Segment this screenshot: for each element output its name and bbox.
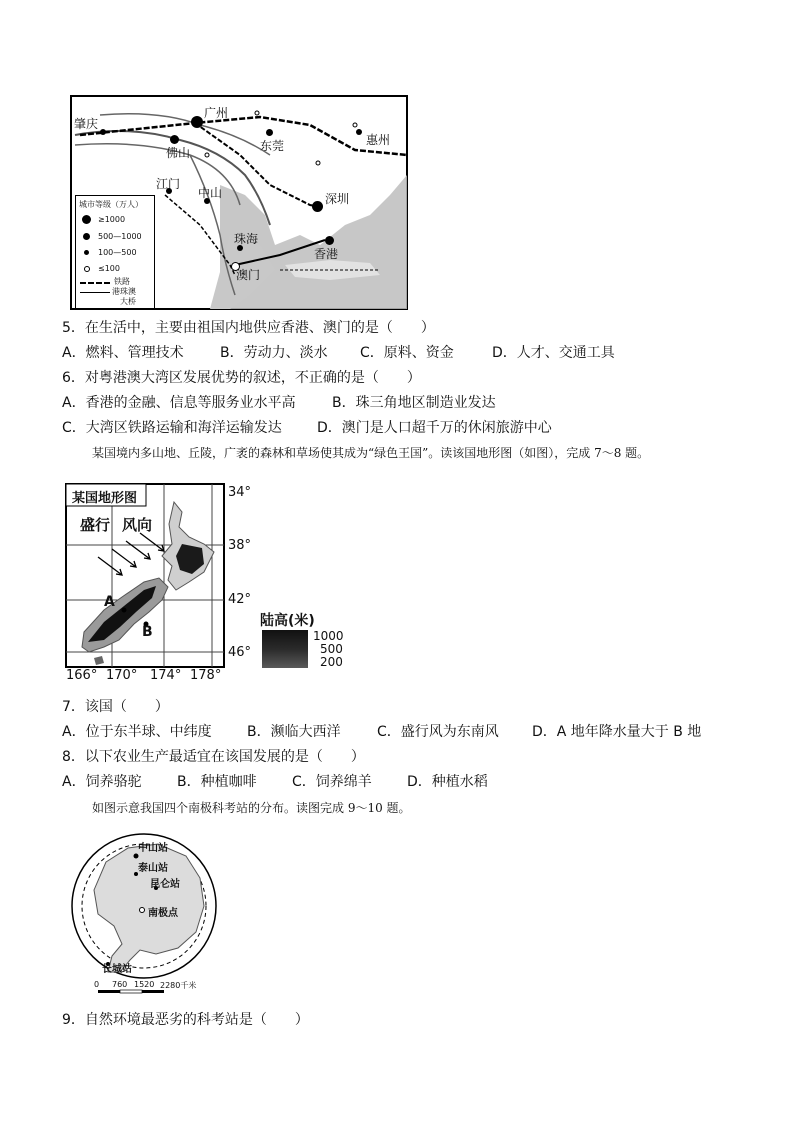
q6-option-a[interactable]: A．香港的金融、信息等服务业水平高: [62, 395, 296, 411]
wind-label-2: 风向: [122, 516, 153, 534]
legend-item-3: 100—500: [98, 248, 137, 257]
q7-option-c[interactable]: C．盛行风为东南风: [377, 724, 499, 740]
q7-option-b[interactable]: B．濒临大西洋: [247, 724, 341, 740]
lat-label-34: 34°: [228, 485, 252, 500]
legend-bridge-label-2: 大桥: [120, 297, 136, 306]
city-guangzhou-marker: [191, 116, 203, 128]
lon-label-170: 170°: [106, 668, 138, 683]
q5-option-b[interactable]: B．劳动力、淡水: [220, 345, 328, 361]
elevation-value-500: 500: [320, 642, 343, 656]
elevation-value-1000: 1000: [313, 629, 344, 643]
legend-symbol-small: [84, 250, 89, 255]
q6-option-b[interactable]: B．珠三角地区制造业发达: [332, 395, 496, 411]
legend-symbol-large: [82, 215, 91, 224]
lon-label-166: 166°: [66, 668, 98, 683]
q7-options: [62, 722, 762, 742]
lon-label-174: 174°: [150, 668, 182, 683]
city-huizhou-marker: [356, 129, 362, 135]
station-changcheng: 长城站: [102, 964, 132, 975]
legend-rail-label: 铁路: [114, 277, 130, 286]
city-dongguan-marker: [266, 129, 273, 136]
station-taishan: 泰山站: [138, 863, 168, 874]
legend-item-1: ≥1000: [98, 215, 126, 224]
q5-options: [62, 343, 762, 363]
point-a-label: A: [104, 594, 115, 610]
legend-title: 城市等级（万人）: [79, 200, 143, 209]
q8-option-d[interactable]: D．种植水稻: [407, 774, 488, 790]
intro-7-8: 某国境内多山地、丘陵，广袤的森林和草场使其成为“绿色王国”。读该国地形图（如图），完成 7～8 题。: [92, 446, 650, 460]
legend-item-2: 500—1000: [98, 232, 142, 241]
q9-stem: 9．自然环境最恶劣的科考站是（ ）: [62, 1012, 309, 1028]
terrain-map-title: 某国地形图: [72, 491, 138, 506]
legend-symbol-medium: [83, 233, 90, 240]
pearl-river-delta-map: [70, 95, 408, 310]
q5-option-c[interactable]: C．原料、资金: [360, 345, 454, 361]
city-label-huizhou: 惠州: [366, 133, 391, 147]
lat-label-38: 38°: [228, 538, 252, 553]
elevation-value-200: 200: [320, 655, 343, 669]
city-label-dongguan: 东莞: [260, 139, 285, 153]
city-label-shenzhen: 深圳: [325, 192, 350, 206]
south-pole-label: 南极点: [148, 908, 178, 919]
q7-option-d[interactable]: D．A 地年降水量大于 B 地: [532, 724, 702, 740]
city-label-zhongshan: 中山: [198, 186, 223, 200]
city-label-zhaoqing: 肇庆: [74, 117, 99, 131]
q8-option-b[interactable]: B．种植咖啡: [177, 774, 257, 790]
lat-label-42: 42°: [228, 592, 252, 607]
q8-option-a[interactable]: A．饲养骆驼: [62, 774, 142, 790]
city-label-foshan: 佛山: [166, 146, 191, 160]
wind-label-1: 盛行: [80, 516, 111, 534]
city-label-jiangmen: 江门: [156, 177, 181, 191]
intro-9-10: 如图示意我国四个南极科考站的分布。读图完成 9～10 题。: [92, 801, 411, 815]
q6-options-row2: [62, 418, 762, 438]
scale-label-0: 0: [94, 980, 100, 989]
city-label-hongkong: 香港: [314, 247, 339, 261]
q8-stem: 8．以下农业生产最适宜在该国发展的是（ ）: [62, 749, 365, 765]
legend-rail-symbol: [80, 282, 110, 284]
station-zhongshan: 中山站: [138, 843, 168, 854]
city-zhaoqing-marker: [100, 129, 106, 135]
city-label-zhuhai: 珠海: [234, 232, 259, 246]
q7-stem: 7．该国（ ）: [62, 699, 169, 715]
q8-options: [62, 772, 762, 792]
legend-item-4: ≤100: [98, 264, 120, 273]
legend-symbol-tiny: [84, 266, 90, 272]
city-hongkong-marker: [325, 236, 334, 245]
q6-options-row1: [62, 393, 762, 413]
scale-label-1520: 1520: [134, 980, 155, 989]
city-shenzhen-marker: [312, 201, 323, 212]
map1-legend: [75, 195, 155, 309]
city-label-macau: 澳门: [236, 268, 261, 282]
q6-stem: 6．对粤港澳大湾区发展优势的叙述，不正确的是（ ）: [62, 370, 421, 386]
q8-option-c[interactable]: C．饲养绵羊: [292, 774, 372, 790]
legend-bridge-label-1: 港珠澳: [112, 287, 136, 296]
scale-label-2280: 2280千米: [160, 981, 197, 990]
lat-label-46: 46°: [228, 645, 252, 660]
q6-option-c[interactable]: C．大湾区铁路运输和海洋运输发达: [62, 420, 282, 436]
q7-option-a[interactable]: A．位于东半球、中纬度: [62, 724, 212, 740]
antarctica-map: [68, 822, 228, 1000]
terrain-map: [64, 482, 354, 682]
q6-option-d[interactable]: D．澳门是人口超千万的休闲旅游中心: [317, 420, 552, 436]
q5-option-d[interactable]: D．人才、交通工具: [492, 345, 615, 361]
legend-bridge-symbol: [80, 292, 110, 293]
scale-label-760: 760: [112, 980, 128, 989]
station-kunlun: 昆仑站: [150, 879, 180, 890]
point-b-label: B: [142, 624, 153, 640]
elevation-legend-title: 陆高(米): [260, 613, 315, 629]
q5-stem: 5．在生活中，主要由祖国内地供应香港、澳门的是（ ）: [62, 320, 435, 336]
city-foshan-marker: [170, 135, 179, 144]
lon-label-178: 178°: [190, 668, 222, 683]
q5-option-a[interactable]: A．燃料、管理技术: [62, 345, 184, 361]
elevation-legend-ramp: [262, 630, 308, 668]
city-label-guangzhou: 广州: [204, 106, 229, 120]
